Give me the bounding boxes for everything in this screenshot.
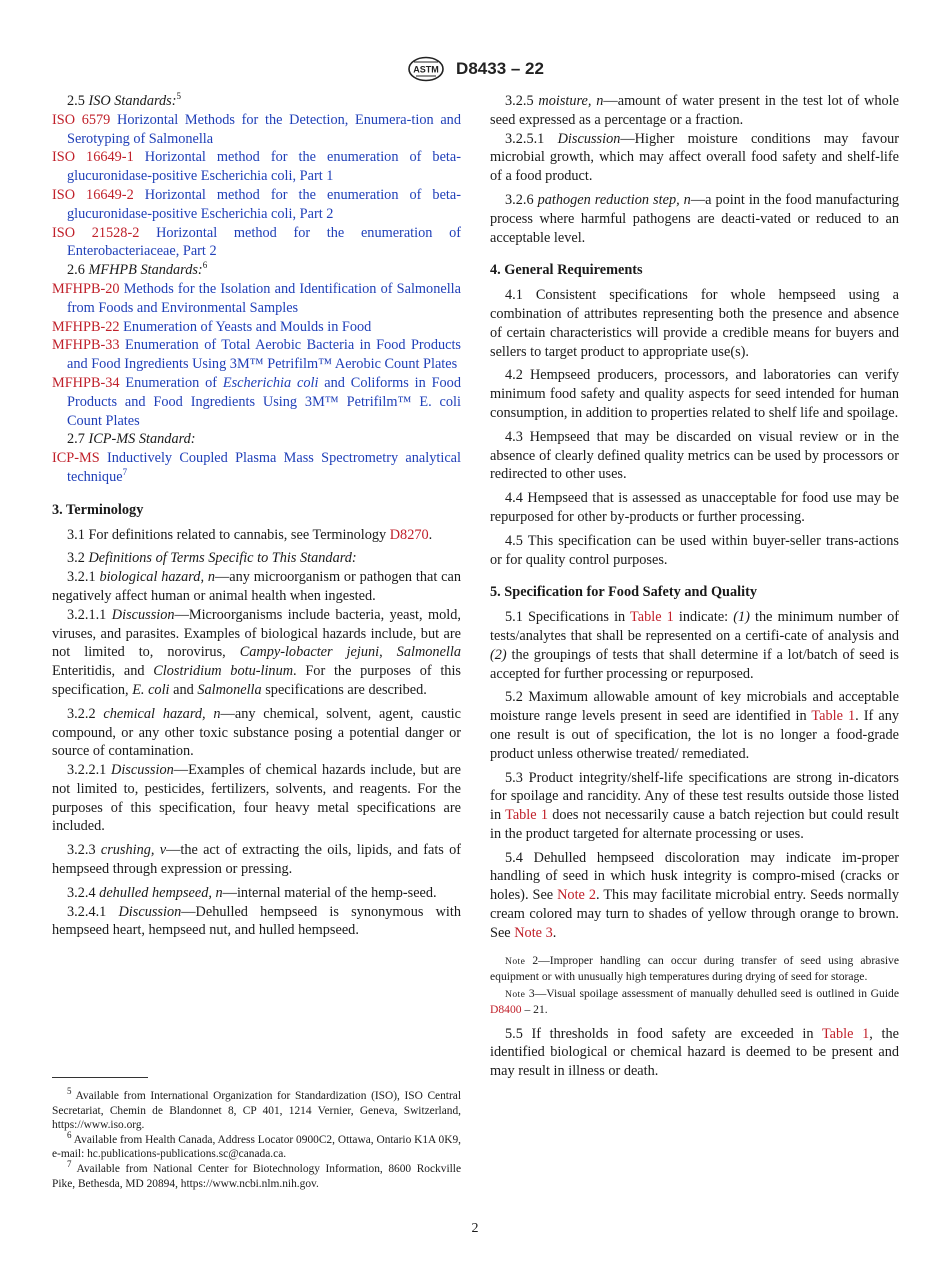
note-2-link[interactable]: Note 2 bbox=[557, 887, 597, 904]
general-requirements-heading: 4. General Requirements bbox=[490, 262, 643, 279]
section-2-7: 2.7 ICP-MS Standard: bbox=[67, 431, 196, 448]
mfhpb-20: MFHPB-20 Methods for the Isolation and Identification of Salmonella from Foods and Environmental Samples bbox=[52, 280, 461, 316]
para-4-4: 4.4 Hempseed that is assessed as unacceptable for food use may be repurposed for other by-products or further processing. bbox=[490, 490, 899, 525]
para-4-2: 4.2 Hempseed producers, processors, and laboratories can verify minimum food safety and quality aspects for seed intended for human consumption, in addition to properties related to shelf life and spoilage. bbox=[490, 367, 899, 421]
para-3-2-4: 3.2.4 dehulled hempseed, n—internal material of the hemp-seed. bbox=[67, 884, 437, 901]
page-header bbox=[0, 56, 950, 82]
left-column bbox=[52, 92, 461, 940]
para-3-2-4-1: 3.2.4.1 Discussion—Dehulled hempseed is synonymous with hempseed heart, hempseed nut, and hulled hempseed. bbox=[52, 903, 461, 939]
document-id: D8433 – 22 bbox=[456, 59, 544, 78]
footnote-7: $^7$ Available from National Center for Biotechnology Information, 8600 Rockville Pike, Bethesda, MD 20894, https://www.ncbi.nlm.nih.gov. bbox=[52, 1159, 461, 1190]
para-3-2: 3.2 Definitions of Terms Specific to This Standard: bbox=[67, 550, 357, 567]
iso-21528-2: ISO 21528-2 Horizontal method for the enumeration of Enterobacteriaceae, Part 2 bbox=[52, 224, 461, 260]
para-4-5: 4.5 This specification can be used within buyer-seller trans-actions or for quality control purposes. bbox=[490, 532, 899, 568]
para-3-2-5: 3.2.5 moisture, n—amount of water present in the test lot of whole seed expressed as a percentage or a fraction. bbox=[490, 93, 900, 128]
para-3-2-1-1: 3.2.1.1 Discussion—Microorganisms include bacteria, yeast, mold, viruses, and parasites. Examples of biological hazards include, but are not limited to, norovirus, Campy-lobacter jejuni, Salmonella Enteritidis, and Clostridium botu-linum. For the purposes of this specification, E. coli and Salmonella specifications are described. bbox=[52, 606, 462, 698]
para-3-2-6: 3.2.6 pathogen reduction step, n—a point in the food manufacturing process where harmful pathogens are deacti-vated or reduced to an acceptable level. bbox=[490, 191, 899, 246]
para-5-1: 5.1 Specifications in Table 1 indicate: (1) the minimum number of tests/analytes that shall be represented on a certifi-cate of analysis and (2) the groupings of tests that shall determine if a lot/batch of seed is accepted for further processing or repurposed. bbox=[490, 609, 899, 682]
iso-16649-1-link[interactable]: ISO 16649-1 bbox=[52, 149, 134, 166]
iso-6579: ISO 6579 Horizontal Methods for the Detection, Enumera-tion and Serotyping of Salmonella bbox=[52, 111, 461, 147]
para-3-2-2-1: 3.2.2.1 Discussion—Examples of chemical hazards include, but are not limited to, pesticides, fertilizers, solvents, and reagents. For the purposes of this specification, four heavy metal specifications are included. bbox=[52, 762, 461, 835]
para-5-5: 5.5 If thresholds in food safety are exceeded in Table 1, the identified biological or chemical hazard is deemed to be present and may result in illness or death. bbox=[490, 1025, 899, 1080]
para-3-1: 3.1 For definitions related to cannabis, see Terminology D8270. bbox=[67, 526, 433, 543]
d8270-link[interactable]: D8270 bbox=[389, 526, 429, 543]
iso-16649-1: ISO 16649-1 Horizontal method for the enumeration of beta-glucuronidase-positive Escherichia coli, Part 1 bbox=[52, 149, 462, 185]
footnote-divider bbox=[52, 1077, 148, 1078]
mfhpb-33-link[interactable]: MFHPB-33 bbox=[52, 337, 120, 354]
para-5-3: 5.3 Product integrity/shelf-life specifications are strong in-dicators for spoilage and rancidity. Any of these test results outside those listed in Table 1 does not necessarily cause a batch rejection but could result in the product targeted for alternate processing or uses. bbox=[490, 769, 899, 842]
iso-list bbox=[52, 111, 461, 261]
table-1-link[interactable]: Table 1 bbox=[630, 609, 674, 626]
note-3-link[interactable]: Note 3 bbox=[514, 924, 553, 941]
para-4-1: 4.1 Consistent specifications for whole hempseed using a combination of attributes representing both the presence and absence of certain characteristics will provide a credible means for buyers and sellers to target product to appropriate use(s). bbox=[490, 287, 899, 360]
para-5-2: 5.2 Maximum allowable amount of key microbials and acceptable moisture range levels present in seed are identified in Table 1. If any one result is out of specification, the lot is no longer a food-grade product unless otherwise treated/ remediated. bbox=[490, 689, 899, 762]
para-3-2-2: 3.2.2 chemical hazard, n—any chemical, solvent, agent, caustic compound, or any other toxic substance posing a potential danger or source of contamination. bbox=[52, 705, 461, 760]
specification-heading: 5. Specification for Food Safety and Quality bbox=[490, 584, 758, 601]
svg-text:ASTM: ASTM bbox=[413, 64, 439, 75]
mfhpb-34: MFHPB-34 Enumeration of Escherichia coli and Coliforms in Food Products and Food Ingredients Using 3M™ Petrifilm™ E. coli Count Plates bbox=[52, 374, 461, 429]
note-3: Note 3—Visual spoilage assessment of manually dehulled seed is outlined in Guide D8400 – 21. bbox=[490, 986, 899, 1016]
table-1-link[interactable]: Table 1 bbox=[821, 1025, 870, 1042]
iso-16649-2-link[interactable]: ISO 16649-2 bbox=[52, 186, 134, 203]
footnote-5: $^5$ Available from International Organization for Standardization (ISO), ISO Central Secretariat, Chemin de Blandonnet 8, CP 401, 1214 Vernier, Geneva, Switzerland, https://www.iso.org. bbox=[52, 1086, 461, 1132]
right-column bbox=[490, 92, 899, 1081]
para-4-3: 4.3 Hempseed that may be discarded on visual review or in the absence of clearly defined quality metrics can be used by processors or redirected to other uses. bbox=[490, 428, 899, 483]
mfhpb-list bbox=[52, 280, 461, 430]
para-3-2-3: 3.2.3 crushing, v—the act of extracting the oils, lipids, and fats of hempseed through expression or pressing. bbox=[52, 842, 462, 878]
mfhpb-34-link[interactable]: MFHPB-34 bbox=[52, 374, 120, 391]
iso-16649-2: ISO 16649-2 Horizontal method for the enumeration of beta-glucuronidase-positive Escherichia coli, Part 2 bbox=[52, 186, 462, 222]
iso-21528-2-link[interactable]: ISO 21528-2 bbox=[52, 224, 140, 241]
para-3-2-5-1: 3.2.5.1 Discussion—Higher moisture conditions may favour microbial growth, which may affect overall food safety and shelf-life of a food product. bbox=[490, 130, 899, 185]
mfhpb-22-link[interactable]: MFHPB-22 bbox=[52, 318, 120, 335]
mfhpb-22: MFHPB-22 Enumeration of Yeasts and Moulds in Food bbox=[52, 318, 372, 335]
terminology-heading: 3. Terminology bbox=[52, 501, 144, 518]
d8400-link[interactable]: D8400 bbox=[490, 1002, 522, 1016]
icp-ms: ICP-MS Inductively Coupled Plasma Mass Spectrometry analytical technique$^7$ bbox=[52, 450, 461, 485]
note-2: Note 2—Improper handling can occur during transfer of seed using abrasive equipment or with unusually high temperatures during drying of seed for storage. bbox=[490, 953, 900, 983]
mfhpb-20-link[interactable]: MFHPB-20 bbox=[52, 280, 120, 297]
section-2-6: 2.6 MFHPB Standards:$^6$ bbox=[67, 260, 208, 279]
para-5-4: 5.4 Dehulled hempseed discoloration may indicate im-proper handling of seed in which husk integrity is compro-mised (cracks or holes). See Note 2. This may facilitate microbial entry. Seeds normally cream colored may turn to shades of yellow through orange to brown. See Note 3. bbox=[490, 849, 899, 941]
table-1-link[interactable]: Table 1 bbox=[811, 708, 856, 725]
astm-logo-icon bbox=[406, 56, 446, 82]
footnote-6: $^6$ Available from Health Canada, Address Locator 0900C2, Ottawa, Ontario K1A 0K9, e-mail: hc.publications-publications.sc@canada.ca. bbox=[52, 1129, 461, 1161]
page-number: 2 bbox=[471, 1221, 479, 1236]
iso-6579-link[interactable]: ISO 6579 bbox=[52, 111, 111, 128]
mfhpb-33: MFHPB-33 Enumeration of Total Aerobic Bacteria in Food Products and Food Ingredients Using 3M™ Petrifilm™ Aerobic Count Plates bbox=[52, 337, 461, 373]
section-2-5: 2.5 ISO Standards:$^5$ bbox=[67, 91, 181, 109]
icp-ms-link[interactable]: ICP-MS bbox=[52, 450, 100, 467]
footnotes bbox=[52, 1086, 461, 1191]
para-3-2-1: 3.2.1 biological hazard, n—any microorganism or pathogen that can negatively affect human or animal health when ingested. bbox=[52, 569, 462, 604]
table-1-link[interactable]: Table 1 bbox=[505, 807, 548, 824]
